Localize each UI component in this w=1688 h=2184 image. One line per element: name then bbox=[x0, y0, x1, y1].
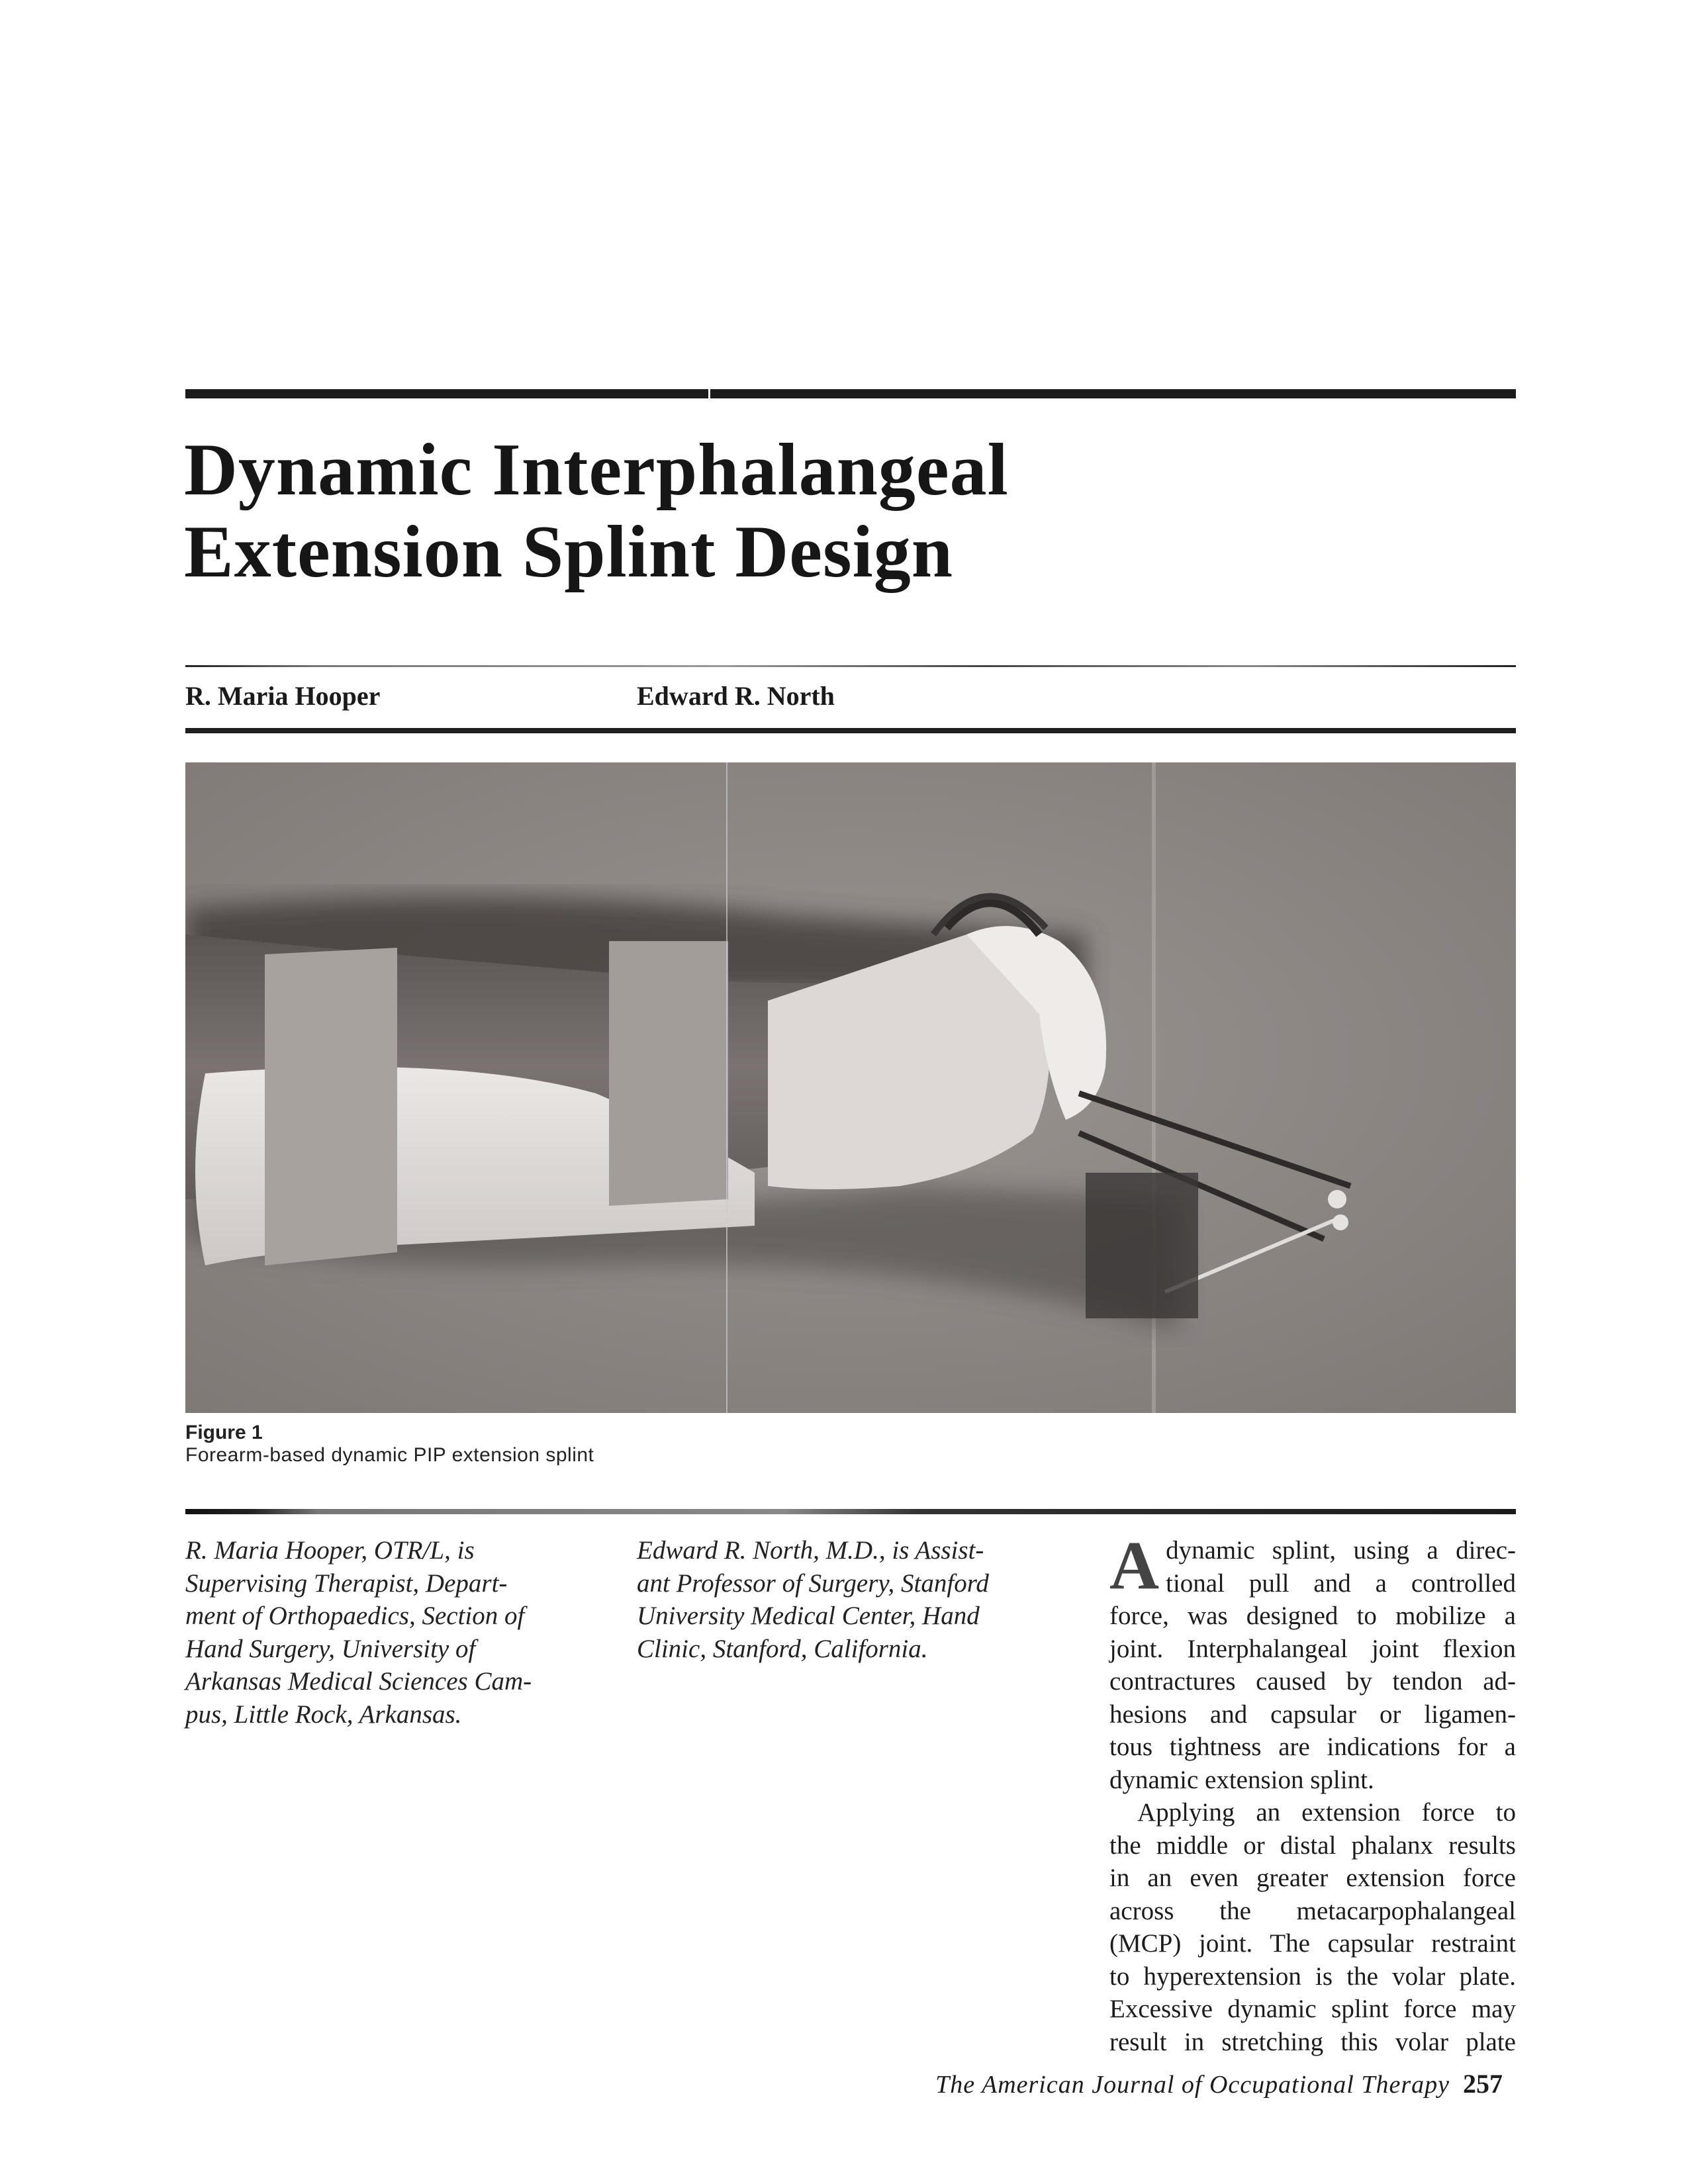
body-line: to hyperextension is the volar plate. bbox=[1109, 1962, 1516, 1991]
figure-label: Figure 1 bbox=[185, 1422, 263, 1443]
figure-1-photo bbox=[185, 762, 1516, 1413]
body-line: Excessive dynamic splint force may bbox=[1109, 1995, 1516, 2023]
body-line: tional pull and a controlled bbox=[1166, 1569, 1516, 1598]
body-line: hesions and capsular or ligamen- bbox=[1109, 1700, 1516, 1729]
title-line-2: Extension Splint Design bbox=[184, 511, 953, 593]
bio-line: Edward R. North, M.D., is Assist- bbox=[637, 1536, 984, 1565]
paragraph-1 bbox=[1109, 1527, 1516, 1796]
bio-line: Arkansas Medical Sciences Cam- bbox=[185, 1667, 532, 1696]
page-number: 257 bbox=[1463, 2069, 1503, 2099]
bio-line: Supervising Therapist, Depart- bbox=[185, 1569, 508, 1598]
columns-rule bbox=[185, 1509, 1516, 1514]
splint-photo-icon bbox=[185, 762, 1516, 1413]
body-line: dynamic splint, using a direc- bbox=[1166, 1536, 1516, 1565]
paragraph-2 bbox=[1109, 1796, 1516, 2058]
body-line: Applying an extension force to bbox=[1137, 1798, 1516, 1827]
drop-cap: A bbox=[1109, 1527, 1160, 1604]
title-rule bbox=[185, 665, 1516, 667]
header-rule-thick bbox=[185, 389, 1516, 398]
bio-line: ment of Orthopaedics, Section of bbox=[185, 1602, 525, 1630]
title-line-1: Dynamic Interphalangeal bbox=[184, 429, 1009, 511]
author-north: Edward R. North bbox=[637, 681, 835, 711]
bio-hooper bbox=[185, 1534, 609, 1731]
bio-line: University Medical Center, Hand bbox=[637, 1602, 980, 1630]
body-line: across the metacarpophalangeal bbox=[1109, 1896, 1516, 1925]
bio-line: Clinic, Stanford, California. bbox=[637, 1634, 928, 1663]
body-line: tous tightness are indications for a bbox=[1109, 1733, 1516, 1761]
body-line: dynamic extension splint. bbox=[1109, 1765, 1374, 1794]
figure-caption: Forearm-based dynamic PIP extension splint bbox=[185, 1444, 594, 1466]
bio-line: ant Professor of Surgery, Stanford bbox=[637, 1569, 989, 1598]
body-line: in an even greater extension force bbox=[1109, 1864, 1516, 1892]
bio-line: R. Maria Hooper, OTR/L, is bbox=[185, 1536, 475, 1565]
footer-journal-name: The American Journal of Occupational Therapy bbox=[935, 2071, 1450, 2099]
bio-line: pus, Little Rock, Arkansas. bbox=[185, 1700, 462, 1729]
body-line: joint. Interphalangeal joint flexion bbox=[1109, 1634, 1516, 1663]
body-line: result in stretching this volar plate bbox=[1109, 2027, 1516, 2056]
body-line: the middle or distal phalanx results bbox=[1109, 1831, 1516, 1860]
article-title bbox=[184, 429, 1009, 593]
bio-line: Hand Surgery, University of bbox=[185, 1634, 476, 1663]
author-hooper: R. Maria Hooper bbox=[185, 681, 381, 711]
body-line: force, was designed to mobilize a bbox=[1109, 1602, 1516, 1630]
bio-north bbox=[637, 1534, 1060, 1665]
body-line: (MCP) joint. The capsular restraint bbox=[1109, 1929, 1516, 1958]
authors-rule bbox=[185, 728, 1516, 733]
body-line: contractures caused by tendon ad- bbox=[1109, 1667, 1516, 1696]
body-text bbox=[1109, 1527, 1516, 2058]
